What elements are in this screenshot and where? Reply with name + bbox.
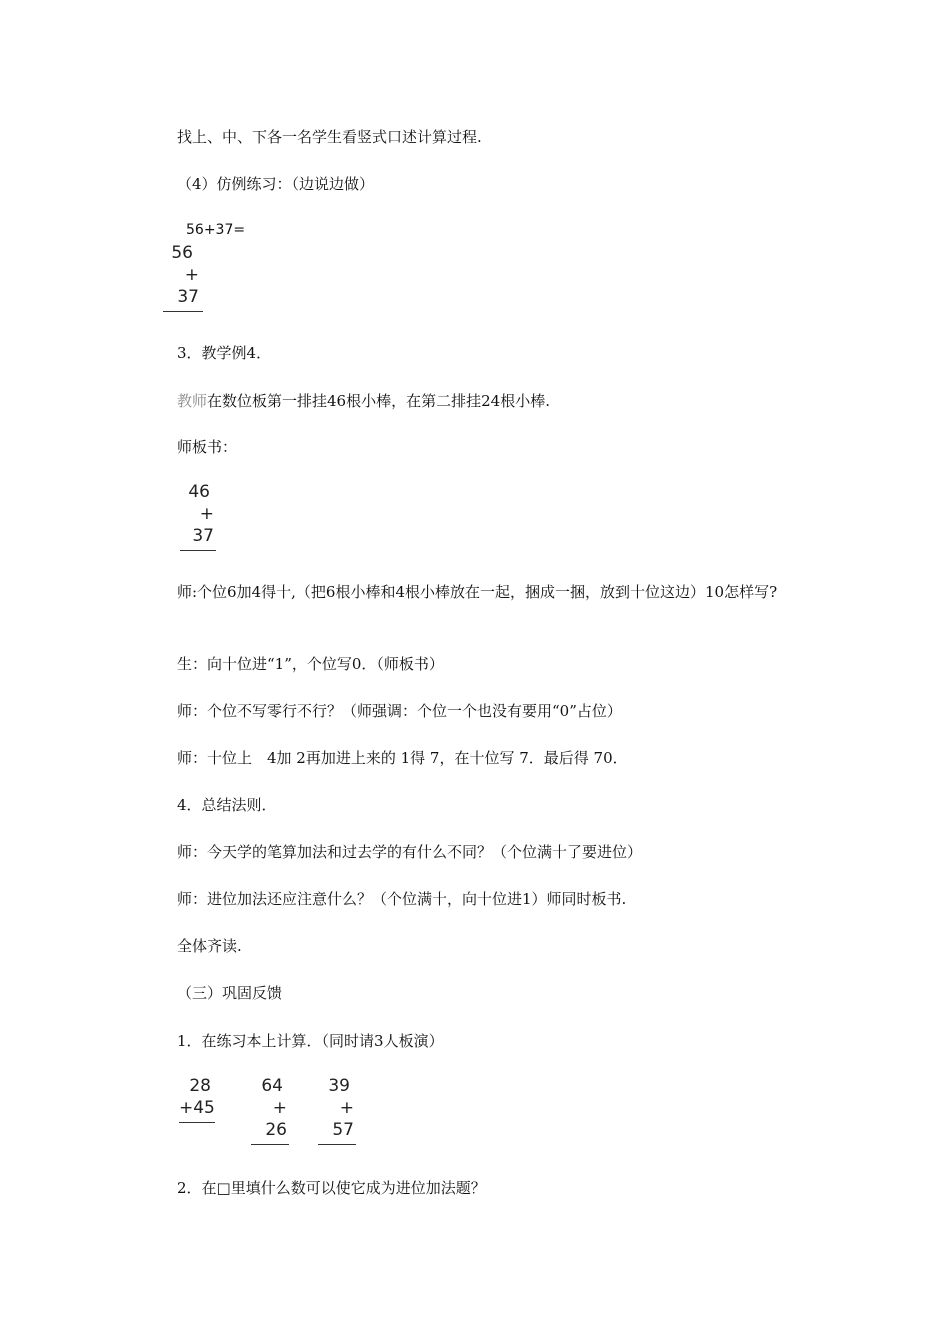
vertical-sum-5 [318, 1075, 356, 1145]
vertical-sum-top: 56 [171, 243, 193, 263]
vertical-sum-bottom: + 57 [332, 1098, 354, 1140]
paragraph-practice-heading: （4）仿例练习：（边说边做） [177, 175, 375, 193]
sum-underline [179, 1122, 215, 1123]
paragraph-exercise-1: 1．在练习本上计算．（同时请3人板演） [177, 1032, 444, 1050]
sum-underline [180, 550, 216, 551]
vertical-sum-2 [180, 481, 216, 551]
teacher-sticks-text: 在数位板第一排挂46根小棒，在第二排挂24根小棒. [207, 392, 550, 410]
paragraph-teacher-difference: 师：今天学的笔算加法和过去学的有什么不同？（个位满十了要进位） [177, 843, 643, 861]
vertical-sum-bottom: + 37 [177, 265, 199, 307]
paragraph-teacher-tens: 师：十位上 4加 2再加进上来的 1得 7，在十位写 7．最后得 70． [177, 749, 628, 767]
paragraph-exercise-2: 2．在□里填什么数可以使它成为进位加法题？ [177, 1179, 486, 1197]
sum-underline [251, 1144, 289, 1145]
sum-underline [318, 1144, 356, 1145]
vertical-sum-4 [251, 1075, 289, 1145]
paragraph-teacher-attention: 师：进位加法还应注意什么？（个位满十，向十位进1）师同时板书. [177, 890, 627, 908]
paragraph-example-4: 3．教学例4． [177, 344, 272, 362]
paragraph-oral-process: 找上、中、下各一名学生看竖式口述计算过程. [177, 128, 482, 146]
vertical-sum-bottom: +45 [179, 1098, 215, 1118]
paragraph-teacher-ones: 师:个位6加4得十,（把6根小棒和4根小棒放在一起，捆成一捆，放到十位这边）10怎样写? [177, 583, 778, 601]
vertical-sum-top: 28 [189, 1076, 211, 1096]
sum-underline [163, 311, 203, 312]
paragraph-board-writing: 师板书： [177, 438, 238, 456]
paragraph-summary-rule: 4．总结法则． [177, 796, 277, 814]
vertical-sum-3 [179, 1075, 215, 1123]
vertical-sum-top: 64 [261, 1076, 283, 1096]
paragraph-read-aloud: 全体齐读. [177, 937, 242, 955]
section-heading-consolidation: （三）巩固反馈 [177, 984, 283, 1002]
vertical-sum-top: 39 [328, 1076, 350, 1096]
teacher-word: 教师 [177, 392, 208, 410]
paragraph-teacher-sticks [177, 390, 550, 412]
paragraph-teacher-zero: 师：个位不写零行不行？（师强调：个位一个也没有要用“0”占位） [177, 702, 622, 720]
vertical-sum-bottom: + 26 [265, 1098, 287, 1140]
paragraph-student-answer: 生：向十位进“1”，个位写0．（师板书） [177, 655, 444, 673]
vertical-sum-1 [163, 242, 203, 312]
equation-56-plus-37: 56+37= [186, 222, 246, 238]
vertical-sum-top: 46 [188, 482, 210, 502]
vertical-sum-bottom: + 37 [192, 504, 214, 546]
